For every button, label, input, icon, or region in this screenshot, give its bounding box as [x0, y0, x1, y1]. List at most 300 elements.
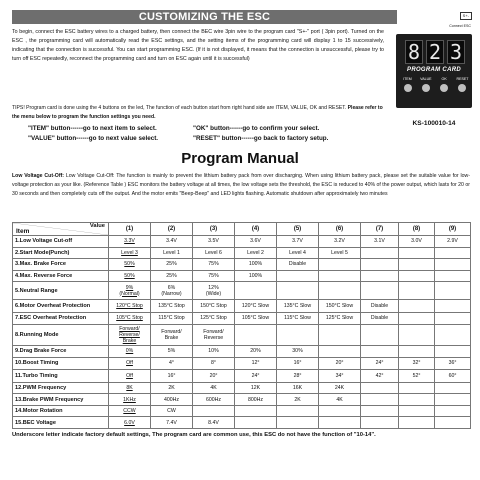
value-cell: [277, 247, 319, 259]
card-key-reset-label: RESET: [456, 77, 469, 81]
value-cell: [319, 270, 361, 282]
value-cell: [435, 405, 471, 417]
value-cell: [399, 357, 435, 370]
value-text: 52°: [412, 372, 421, 379]
card-key-reset: [455, 77, 470, 92]
value-cell: [235, 346, 277, 358]
value-text: 115°C Stop: [158, 315, 185, 322]
value-cell: [109, 370, 151, 383]
value-text: 3.3V: [124, 238, 135, 245]
ok-button-desc: "OK" button------go to confirm your select.: [193, 125, 320, 132]
value-cell: [277, 346, 319, 358]
tips-lead: TIPS! Program card is done using the 4 buttons on the led, The function of each button start from right hand side are ITEM, VALUE, OK and RESET.: [12, 105, 347, 111]
value-text: 3.0V: [411, 238, 422, 245]
value-text: 2.9V: [447, 238, 458, 245]
value-header: Value: [89, 223, 105, 229]
card-key-ok-label: OK: [441, 77, 447, 81]
value-text: 50%: [124, 272, 135, 279]
value-cell: [193, 382, 235, 394]
card-display: [405, 40, 465, 62]
table-row: [13, 405, 471, 417]
value-cell: [277, 282, 319, 300]
value-text: 115°C Slow: [284, 315, 311, 322]
value-cell: [193, 417, 235, 429]
value-text: 9% (Normal): [119, 284, 140, 297]
value-cell: [193, 357, 235, 370]
item-cell: 1.Low Voltage Cut-off: [13, 236, 109, 248]
value-text: 0%: [125, 348, 134, 355]
item-cell: 6.Motor Overheat Protection: [13, 299, 109, 312]
table-row: [13, 346, 471, 358]
value-cell: [399, 417, 435, 429]
value-cell: [151, 417, 193, 429]
value-cell: [361, 299, 399, 312]
card-model-number: KS-100010-14: [412, 120, 456, 127]
value-cell: [399, 236, 435, 248]
value-cell: [399, 382, 435, 394]
value-text: 20°: [335, 360, 344, 367]
value-text: Forward/ Brake: [161, 329, 182, 342]
value-cell: [361, 270, 399, 282]
table-row: [13, 282, 471, 300]
value-cell: [109, 394, 151, 406]
value-cell: [193, 259, 235, 271]
column-header: (7): [361, 223, 399, 236]
value-text: Forward/ Reverse: [203, 329, 224, 342]
value-cell: [235, 299, 277, 312]
value-cell: [361, 282, 399, 300]
value-text: 34°: [335, 372, 344, 379]
value-cell: [235, 357, 277, 370]
value-cell: [151, 405, 193, 417]
value-text: 4K: [210, 385, 217, 392]
value-text: 150°C Stop: [200, 302, 227, 309]
value-cell: [435, 259, 471, 271]
value-text: 10%: [208, 348, 219, 355]
button-dot-icon: [422, 84, 430, 92]
card-key-item: [400, 77, 415, 92]
value-cell: [435, 394, 471, 406]
value-cell: [193, 299, 235, 312]
value-cell: [361, 417, 399, 429]
tips-paragraph: [12, 104, 384, 122]
value-text: 150°C Slow: [325, 302, 354, 309]
value-cell: [399, 370, 435, 383]
table-row: [13, 370, 471, 383]
value-text: Level 4: [289, 249, 306, 256]
value-cell: [193, 394, 235, 406]
value-text: 125°C Stop: [200, 315, 227, 322]
value-text: 24K: [334, 385, 345, 392]
value-cell: [151, 370, 193, 383]
item-button-desc: "ITEM" button------go to next item to select.: [28, 125, 157, 132]
connect-port-label: [449, 12, 472, 28]
value-text: 3.6V: [250, 238, 261, 245]
value-cell: [277, 259, 319, 271]
value-cell: [151, 270, 193, 282]
value-cell: [361, 259, 399, 271]
value-cell: [399, 394, 435, 406]
value-cell: [319, 247, 361, 259]
value-cell: [235, 325, 277, 346]
value-text: 16K: [292, 385, 303, 392]
value-text: 25%: [166, 272, 177, 279]
intro-paragraph: To begin, connect the ESC battery wires to a charged battery, then connect the BEC wire 3pin wire to the program card "S+-" port ( 3pin port). Turned on the ESC , the programming card will automatically read the ESC settings, and the setting items of the programming card will display 1 to 15 successively, indicating that the connection is successful. You can start programming ESC. (If it is not displayed, it means that the connection is unsuccessful, please try to turn off ESC repeatedly, reconnect the programming card and turn on ESC again until it is successful): [12, 29, 384, 62]
column-header: (8): [399, 223, 435, 236]
value-cell: [399, 270, 435, 282]
value-text: 100%: [248, 261, 263, 268]
value-cell: [435, 357, 471, 370]
value-cell: [399, 299, 435, 312]
value-cell: [399, 312, 435, 325]
value-text: 3.5V: [208, 238, 219, 245]
value-text: 20%: [250, 348, 261, 355]
value-cell: [361, 247, 399, 259]
value-text: 3.7V: [292, 238, 303, 245]
value-cell: [361, 312, 399, 325]
value-cell: [193, 405, 235, 417]
value-text: Off: [126, 372, 133, 379]
item-cell: 13.Brake PWM Frequency: [13, 394, 109, 406]
value-cell: [151, 394, 193, 406]
value-cell: [277, 370, 319, 383]
table-row: [13, 270, 471, 282]
value-cell: [277, 357, 319, 370]
value-cell: [193, 346, 235, 358]
value-cell: [435, 417, 471, 429]
value-cell: [399, 282, 435, 300]
value-cell: [193, 312, 235, 325]
card-key-value: [418, 77, 433, 92]
value-cell: [361, 357, 399, 370]
value-text: Disable: [370, 302, 389, 309]
column-header: (1): [109, 223, 151, 236]
card-title: PROGRAM CARD: [407, 67, 461, 73]
value-text: 75%: [208, 261, 219, 268]
lvc-paragraph: [12, 172, 470, 199]
value-cell: [109, 417, 151, 429]
value-text: 2K: [294, 396, 301, 403]
value-cell: [193, 370, 235, 383]
table-header-row: [13, 223, 471, 236]
item-cell: 15.BEC Voltage: [13, 417, 109, 429]
value-cell: [435, 382, 471, 394]
value-cell: [277, 236, 319, 248]
value-text: 125°C Slow: [325, 315, 354, 322]
value-cell: [109, 357, 151, 370]
value-cell: [109, 236, 151, 248]
card-key-item-label: ITEM: [403, 77, 412, 81]
value-cell: [319, 405, 361, 417]
value-text: 16°: [293, 360, 302, 367]
value-cell: [235, 247, 277, 259]
column-header: (9): [435, 223, 471, 236]
value-cell: [235, 259, 277, 271]
table-row: [13, 247, 471, 259]
value-cell: [277, 405, 319, 417]
value-text: Forward/ Reverse/ Brake: [119, 326, 140, 345]
value-cell: [151, 312, 193, 325]
value-cell: [151, 247, 193, 259]
value-text: 8.4V: [208, 419, 219, 426]
value-cell: [361, 405, 399, 417]
table-row: [13, 325, 471, 346]
value-cell: [151, 325, 193, 346]
tips-bold: Please refer to the menu below to program the function settings you need.: [12, 105, 383, 120]
value-text: 75%: [208, 272, 219, 279]
connect-port-symbol: S+-: [462, 13, 469, 18]
card-keys: [400, 77, 470, 92]
value-text: 16°: [167, 372, 176, 379]
display-digit-3: 3: [447, 40, 465, 64]
value-text: 3.1V: [374, 238, 385, 245]
value-text: 7.4V: [166, 419, 177, 426]
value-text: Level 5: [331, 249, 348, 256]
value-text: 60°: [448, 372, 457, 379]
value-text: 12K: [250, 385, 261, 392]
value-cell: [235, 236, 277, 248]
value-text: 2K: [168, 385, 175, 392]
value-cell: [277, 325, 319, 346]
value-button-desc: "VALUE" button------go to next value select.: [28, 135, 159, 142]
value-cell: [319, 417, 361, 429]
value-text: 5%: [167, 348, 176, 355]
value-cell: [319, 325, 361, 346]
value-cell: [277, 382, 319, 394]
value-cell: [435, 299, 471, 312]
item-header: Item: [16, 228, 30, 235]
value-cell: [319, 370, 361, 383]
value-text: Disable: [370, 315, 389, 322]
value-cell: [151, 357, 193, 370]
value-cell: [361, 236, 399, 248]
value-cell: [109, 325, 151, 346]
value-text: 3.2V: [334, 238, 345, 245]
value-cell: [235, 312, 277, 325]
value-cell: [193, 270, 235, 282]
value-cell: [435, 312, 471, 325]
value-cell: [435, 370, 471, 383]
value-cell: [277, 394, 319, 406]
item-cell: 4.Max. Reverse Force: [13, 270, 109, 282]
item-cell: 7.ESC Overheat Protection: [13, 312, 109, 325]
value-cell: [193, 247, 235, 259]
value-text: 6% (Narrow): [161, 284, 182, 297]
column-header: (3): [193, 223, 235, 236]
value-text: 8K: [126, 385, 133, 392]
value-text: 50%: [124, 261, 135, 268]
value-cell: [151, 259, 193, 271]
value-cell: [151, 282, 193, 300]
value-cell: [435, 325, 471, 346]
value-text: 100%: [248, 272, 263, 279]
value-text: Level 6: [205, 249, 222, 256]
value-text: CCW: [123, 408, 136, 415]
footer-note: Underscore letter indicate factory default settings, The program card are common use, this ESC do not have the function of "10-14".: [12, 432, 376, 438]
value-cell: [151, 299, 193, 312]
value-cell: [277, 270, 319, 282]
value-cell: [109, 346, 151, 358]
value-text: 120°C Stop: [116, 302, 143, 309]
value-text: 135°C Stop: [158, 302, 185, 309]
program-card-illustration: [396, 10, 474, 134]
value-cell: [399, 247, 435, 259]
card-key-ok: [437, 77, 452, 92]
value-cell: [235, 394, 277, 406]
value-text: 120°C Slow: [241, 302, 270, 309]
value-text: 36°: [448, 360, 457, 367]
display-digit-2: 2: [426, 40, 444, 64]
value-text: 32°: [412, 360, 421, 367]
value-text: 28°: [293, 372, 302, 379]
value-cell: [435, 346, 471, 358]
value-cell: [319, 236, 361, 248]
value-text: 800Hz: [248, 396, 263, 403]
value-text: 3.4V: [166, 238, 177, 245]
value-cell: [319, 312, 361, 325]
value-cell: [151, 346, 193, 358]
value-cell: [109, 247, 151, 259]
value-text: Level 1: [163, 249, 180, 256]
value-text: 20°: [209, 372, 218, 379]
program-table: [12, 222, 471, 429]
value-cell: [399, 346, 435, 358]
value-text: 12% (Wide): [205, 284, 222, 297]
manual-title: Program Manual: [181, 150, 299, 167]
value-cell: [399, 259, 435, 271]
value-cell: [399, 405, 435, 417]
table-row: [13, 417, 471, 429]
value-text: Level 2: [247, 249, 264, 256]
value-text: 30%: [292, 348, 303, 355]
value-cell: [193, 282, 235, 300]
value-cell: [361, 382, 399, 394]
value-cell: [319, 382, 361, 394]
value-cell: [109, 299, 151, 312]
column-header: (6): [319, 223, 361, 236]
value-cell: [235, 405, 277, 417]
value-text: 105°C Slow: [241, 315, 270, 322]
value-text: 135°C Slow: [283, 302, 312, 309]
value-text: 6.0V: [124, 419, 135, 426]
value-text: 600Hz: [206, 396, 221, 403]
table-row: [13, 236, 471, 248]
button-dot-icon: [458, 84, 466, 92]
value-cell: [151, 382, 193, 394]
card-key-value-label: VALUE: [420, 77, 432, 81]
value-text: 25%: [166, 261, 177, 268]
value-cell: [193, 325, 235, 346]
value-cell: [361, 394, 399, 406]
value-cell: [109, 312, 151, 325]
value-cell: [109, 259, 151, 271]
value-cell: [235, 282, 277, 300]
value-text: CW: [167, 408, 176, 415]
value-text: Off: [126, 360, 133, 367]
value-cell: [109, 405, 151, 417]
table-row: [13, 299, 471, 312]
display-digit-1: 8: [405, 40, 423, 64]
value-text: 4°: [169, 360, 174, 367]
value-cell: [109, 282, 151, 300]
item-cell: 12.PWM Frequency: [13, 382, 109, 394]
value-text: Disable: [288, 261, 307, 268]
value-cell: [319, 394, 361, 406]
value-cell: [319, 282, 361, 300]
connect-port-sub: Connect ESC: [449, 24, 471, 28]
item-cell: 8.Running Mode: [13, 325, 109, 346]
value-cell: [277, 417, 319, 429]
column-header: (2): [151, 223, 193, 236]
value-cell: [235, 382, 277, 394]
value-cell: [319, 357, 361, 370]
lvc-text: Low Voltage Cut-Off: The function is mainly to prevent the lithium battery pack from over discharging. When using lithium battery pack, please set the suitable value for low-voltage protection as your like. (Reference Table ) ESC monitors the battery voltage at all times, the low voltage sets the threshold, the ESC is reduced to 40% of the power output, which lasts for 20 or 30 seconds and then completely cuts off the output. And the motor emits "Beep-Beep" and LED lights flashing. Automatic shutdown after approximately two minutes: [12, 173, 470, 197]
value-text: 4K: [336, 396, 343, 403]
column-header: (5): [277, 223, 319, 236]
button-dot-icon: [404, 84, 412, 92]
column-header: (4): [235, 223, 277, 236]
value-cell: [109, 382, 151, 394]
value-cell: [435, 247, 471, 259]
button-descriptions: [28, 124, 383, 144]
item-cell: 5.Neutral Range: [13, 282, 109, 300]
value-text: Level 3: [121, 249, 138, 256]
value-text: 24°: [251, 372, 260, 379]
item-cell: 9.Drag Brake Force: [13, 346, 109, 358]
section-banner: CUSTOMIZING THE ESC: [12, 10, 397, 24]
item-cell: 14.Motor Rotation: [13, 405, 109, 417]
value-text: 24°: [375, 360, 384, 367]
value-cell: [435, 282, 471, 300]
value-cell: [435, 236, 471, 248]
value-cell: [109, 270, 151, 282]
value-cell: [319, 259, 361, 271]
table-body: [13, 236, 471, 429]
value-cell: [361, 370, 399, 383]
item-cell: 3.Max. Brake Force: [13, 259, 109, 271]
value-cell: [361, 325, 399, 346]
table-row: [13, 357, 471, 370]
value-cell: [361, 346, 399, 358]
value-cell: [151, 236, 193, 248]
value-text: 42°: [375, 372, 384, 379]
value-text: 1KHz: [123, 396, 136, 403]
item-cell: 11.Turbo Timing: [13, 370, 109, 383]
table-row: [13, 312, 471, 325]
reset-button-desc: "RESET" button------go back to factory setup.: [193, 135, 329, 142]
item-cell: 10.Boost Timing: [13, 357, 109, 370]
table-row: [13, 394, 471, 406]
table-corner-cell: [13, 223, 109, 236]
value-cell: [435, 270, 471, 282]
value-cell: [193, 236, 235, 248]
value-cell: [319, 346, 361, 358]
value-cell: [319, 299, 361, 312]
value-text: 12°: [251, 360, 260, 367]
item-cell: 2.Start Mode(Punch): [13, 247, 109, 259]
value-cell: [277, 312, 319, 325]
value-cell: [277, 299, 319, 312]
value-text: 105°C Stop: [116, 315, 143, 322]
value-cell: [399, 325, 435, 346]
value-cell: [235, 270, 277, 282]
table-row: [13, 259, 471, 271]
value-cell: [235, 370, 277, 383]
value-text: 8°: [211, 360, 216, 367]
value-cell: [235, 417, 277, 429]
lvc-label: Low Voltage Cut-Off:: [12, 173, 65, 179]
table-row: [13, 382, 471, 394]
